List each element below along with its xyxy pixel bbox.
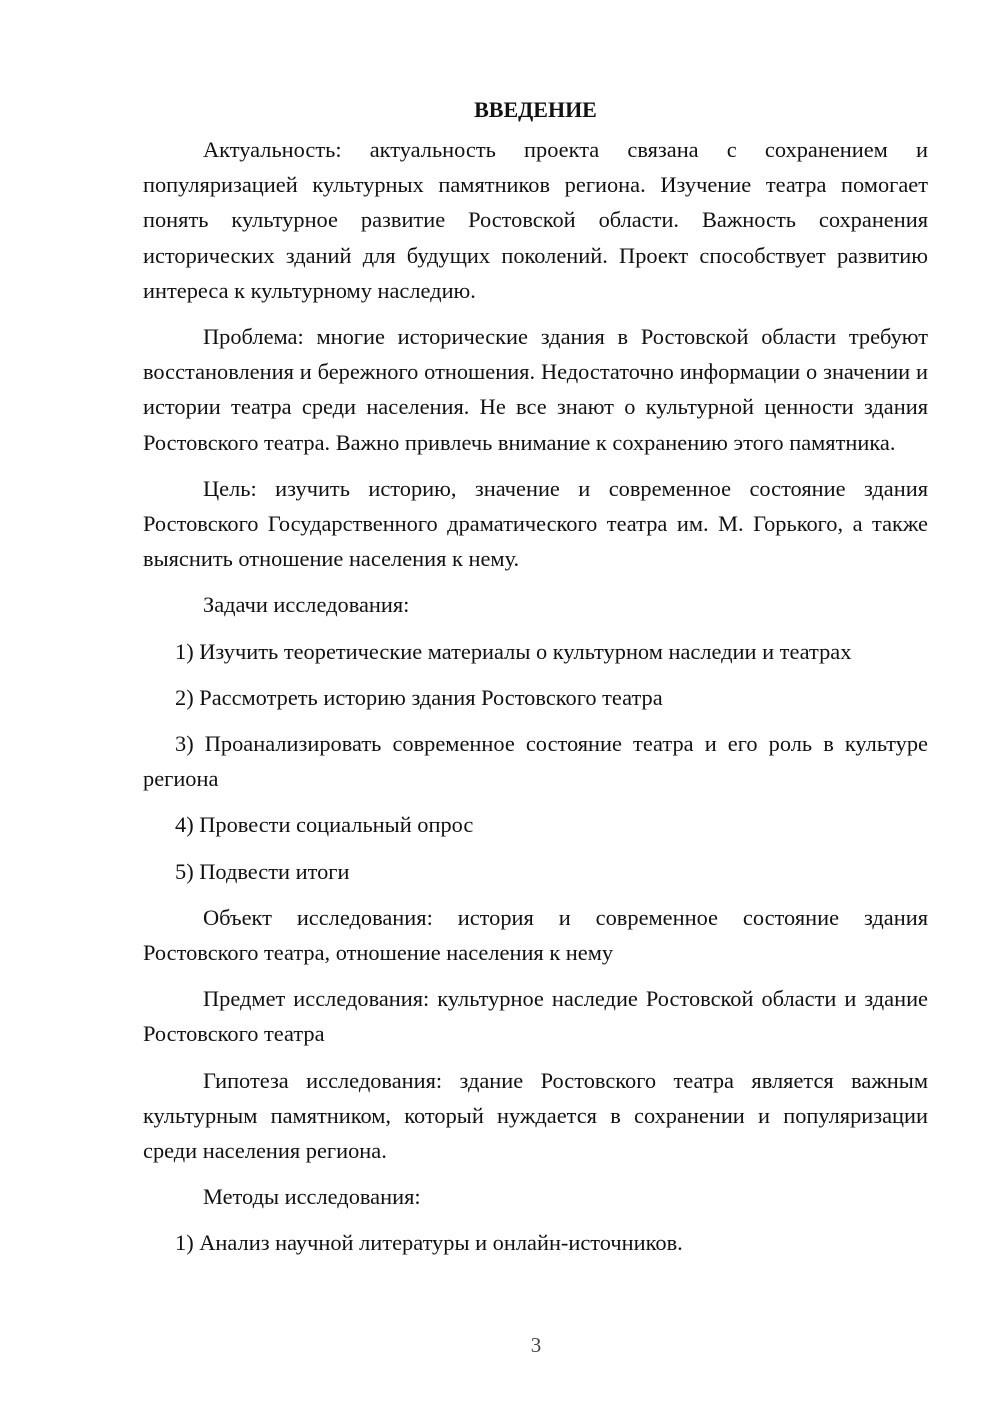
document-page <box>143 92 928 1272</box>
tasks-heading: Задачи исследования: <box>203 592 410 618</box>
methods-heading: Методы исследования: <box>203 1184 421 1210</box>
relevance-paragraph: Актуальность: актуальность проекта связана с сохранением и популяризацией культурных памятников региона. Изучение театра помогает понять культурное развитие Ростовской области. Важность сохранения исторических зданий для будущих поколений. Проект способствует развитию интереса к культурному наследию. <box>143 137 928 303</box>
task-item-5: 5) Подвести итоги <box>175 858 350 884</box>
subject-paragraph: Предмет исследования: культурное наследие Ростовской области и здание Ростовского театра <box>143 986 928 1047</box>
object-paragraph: Объект исследования: история и современное состояние здания Ростовского театра, отношение населения к нему <box>143 904 928 966</box>
task-item-1: 1) Изучить теоретические материалы о культурном наследии и театрах <box>175 638 852 664</box>
task-item-3: 3) Проанализировать современное состояние театра и его роль в культуре региона <box>143 731 928 792</box>
hypothesis-paragraph: Гипотеза исследования: здание Ростовского театра является важным культурным памятником, который нуждается в сохранении и популяризации среди населения региона. <box>143 1067 928 1164</box>
problem-paragraph: Проблема: многие исторические здания в Ростовской области требуют восстановления и бережного отношения. Недостаточно информации о значении и истории театра среди населения. Не все знают о культурной ценности здания Ростовского театра. Важно привлечь внимание к сохранению этого памятника. <box>143 324 928 455</box>
page-title: ВВЕДЕНИЕ <box>474 97 597 122</box>
task-item-4: 4) Провести социальный опрос <box>175 812 474 838</box>
page-number: 3 <box>530 1333 542 1357</box>
method-item-1: 1) Анализ научной литературы и онлайн-источников. <box>175 1230 683 1256</box>
goal-paragraph: Цель: изучить историю, значение и современное состояние здания Ростовского Государственного драматического театра им. М. Горького, а также выяснить отношение населения к нему. <box>143 475 928 572</box>
task-item-2: 2) Рассмотреть историю здания Ростовского театра <box>175 684 663 710</box>
